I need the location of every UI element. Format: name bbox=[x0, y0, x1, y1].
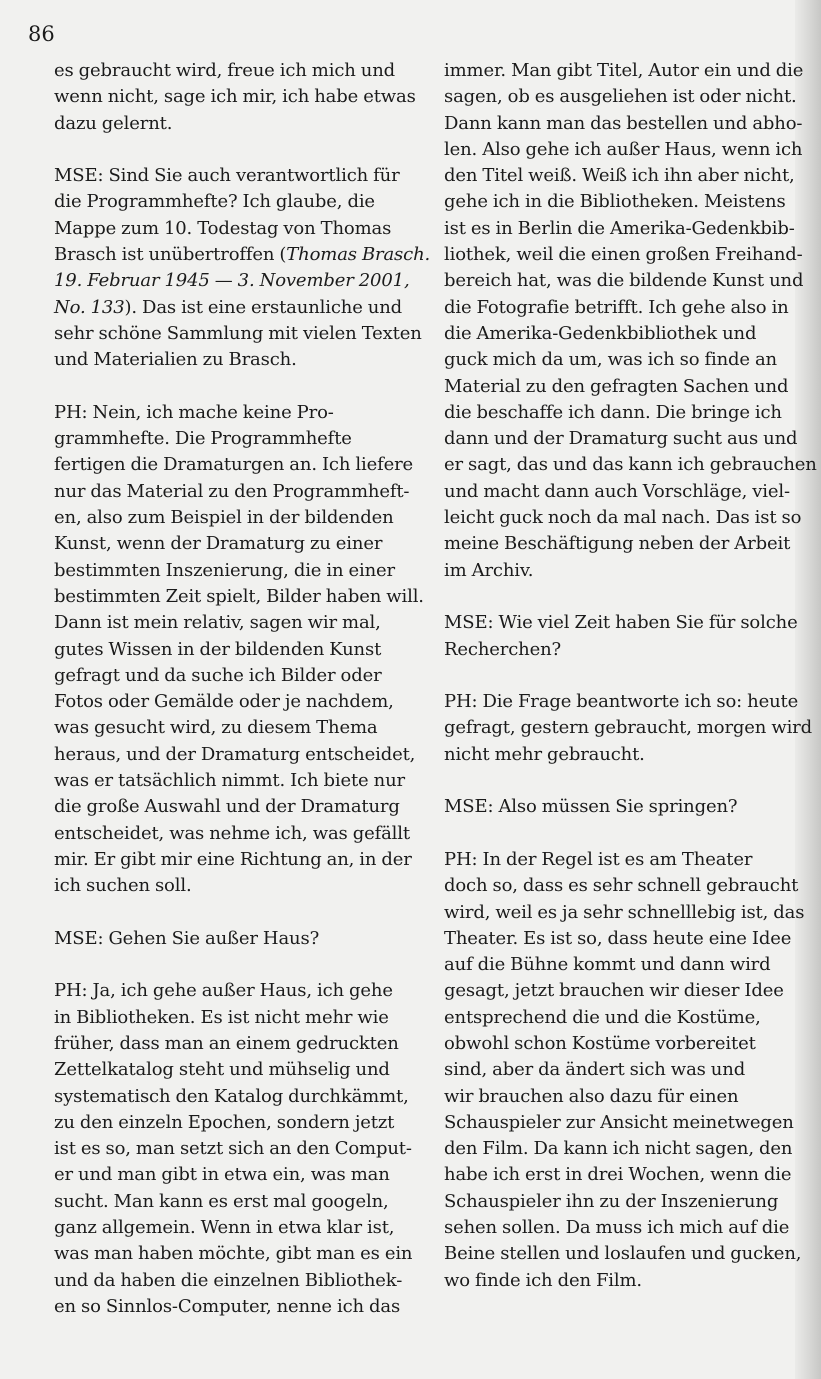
text-line: Fotos oder Gemälde oder je nachdem, bbox=[54, 691, 394, 713]
text-line: nicht mehr gebraucht. bbox=[444, 743, 645, 765]
text-line: die Fotografie betrifft. Ich gehe also in bbox=[444, 296, 789, 318]
text-line: MSE: Sind Sie auch verantwortlich für bbox=[54, 165, 400, 187]
right-column bbox=[444, 58, 817, 1294]
text-line: bereich hat, was die bildende Kunst und bbox=[444, 270, 804, 292]
left-column bbox=[54, 58, 431, 1320]
text-line: Recherchen? bbox=[444, 638, 562, 660]
text-line: gehe ich in die Bibliotheken. Meistens bbox=[444, 191, 786, 213]
text-line: guck mich da um, was ich so finde an bbox=[444, 349, 778, 371]
text-line: wo finde ich den Film. bbox=[444, 1269, 643, 1291]
text-line: Dann kann man das bestellen und abho- bbox=[444, 112, 803, 134]
text-line bbox=[54, 295, 420, 321]
text-line: gefragt und da suche ich Bilder oder bbox=[54, 664, 382, 686]
text-line: ich suchen soll. bbox=[54, 875, 192, 897]
text-line: Dann ist mein relativ, sagen wir mal, bbox=[54, 612, 381, 634]
text-line: es gebraucht wird, freue ich mich und bbox=[54, 60, 396, 81]
text-line: zu den einzeln Epochen, sondern jetzt bbox=[54, 1111, 395, 1133]
text-line: sind, aber da ändert sich was und bbox=[444, 1059, 746, 1081]
text-line: en so Sinnlos-Computer, nenne ich das bbox=[54, 1295, 401, 1317]
text-line: was er tatsächlich nimmt. Ich biete nur bbox=[54, 770, 405, 792]
text-line: Kunst, wenn der Dramaturg zu einer bbox=[54, 533, 383, 555]
text-line: im Archiv. bbox=[444, 559, 534, 581]
text-line: PH: In der Regel ist es am Theater bbox=[444, 848, 753, 870]
paragraph-gap bbox=[54, 374, 420, 400]
text-line: dazu gelernt. bbox=[54, 112, 173, 134]
text-line: sehen sollen. Da muss ich mich auf die bbox=[444, 1217, 790, 1239]
text-line: sehr schöne Sammlung mit vielen Texten bbox=[54, 322, 422, 344]
text-line: in Bibliotheken. Es ist nicht mehr wie bbox=[54, 1006, 389, 1028]
italic-title: No. 133 bbox=[54, 296, 125, 318]
text-line: Schauspieler ihn zu der Inszenierung bbox=[444, 1190, 779, 1212]
text-line: nur das Material zu den Programmheft- bbox=[54, 480, 410, 502]
text-line: leicht guck noch da mal nach. Das ist so bbox=[444, 507, 802, 529]
paragraph-gap bbox=[444, 584, 806, 610]
paragraph-gap bbox=[54, 137, 420, 163]
text-line: immer. Man gibt Titel, Autor ein und die bbox=[444, 60, 804, 81]
paragraph-gap bbox=[54, 900, 420, 926]
italic-title-line: 19. Februar 1945 — 3. November 2001, bbox=[54, 270, 410, 292]
text-line: die beschaffe ich dann. Die bringe ich bbox=[444, 401, 782, 423]
text-line: früher, dass man an einem gedruckten bbox=[54, 1032, 399, 1054]
text-segment: ). Das ist eine erstaunliche und bbox=[124, 296, 403, 318]
text-line: entsprechend die und die Kostüme, bbox=[444, 1006, 761, 1028]
text-line: systematisch den Katalog durchkämmt, bbox=[54, 1085, 409, 1107]
text-line: PH: Die Frage beantworte ich so: heute bbox=[444, 691, 799, 713]
text-line: dann und der Dramaturg sucht aus und bbox=[444, 428, 798, 450]
text-line: Beine stellen und loslaufen und gucken, bbox=[444, 1243, 802, 1265]
text-line: sagen, ob es ausgeliehen ist oder nicht. bbox=[444, 86, 797, 108]
text-line: heraus, und der Dramaturg entscheidet, bbox=[54, 743, 416, 765]
text-line: Zettelkatalog steht und mühselig und bbox=[54, 1059, 390, 1081]
text-line: er sagt, das und das kann ich gebrauchen bbox=[444, 454, 817, 476]
text-line: meine Beschäftigung neben der Arbeit bbox=[444, 533, 791, 555]
text-line: die Amerika-Gedenkbibliothek und bbox=[444, 322, 757, 344]
text-line: gefragt, gestern gebraucht, morgen wird bbox=[444, 717, 813, 739]
text-line: mir. Er gibt mir eine Richtung an, in der bbox=[54, 848, 412, 870]
text-line: Material zu den gefragten Sachen und bbox=[444, 375, 789, 397]
text-line: die Programmhefte? Ich glaube, die bbox=[54, 191, 375, 213]
text-line: die große Auswahl und der Dramaturg bbox=[54, 796, 400, 818]
text-line: wird, weil es ja sehr schnelllebig ist, das bbox=[444, 901, 805, 923]
text-line: obwohl schon Kostüme vorbereitet bbox=[444, 1032, 756, 1054]
text-line bbox=[54, 242, 431, 268]
text-line: MSE: Also müssen Sie springen? bbox=[444, 796, 738, 818]
text-line: er und man gibt in etwa ein, was man bbox=[54, 1164, 390, 1186]
italic-title: Thomas Brasch. bbox=[286, 244, 431, 266]
text-line: bestimmten Inszenierung, die in einer bbox=[54, 559, 396, 581]
text-line: habe ich erst in drei Wochen, wenn die bbox=[444, 1164, 792, 1186]
paragraph-gap bbox=[444, 768, 806, 794]
text-segment: Brasch ist unübertroffen ( bbox=[54, 244, 287, 266]
text-line: Theater. Es ist so, dass heute eine Idee bbox=[444, 927, 792, 949]
text-line: bestimmten Zeit spielt, Bilder haben will. bbox=[54, 585, 424, 607]
text-line: doch so, dass es sehr schnell gebraucht bbox=[444, 875, 799, 897]
text-line: fertigen die Dramaturgen an. Ich liefere bbox=[54, 454, 414, 476]
text-line: MSE: Gehen Sie außer Haus? bbox=[54, 927, 320, 949]
text-line: sucht. Man kann es erst mal googeln, bbox=[54, 1190, 389, 1212]
paragraph-gap bbox=[54, 952, 420, 978]
text-line: den Film. Da kann ich nicht sagen, den bbox=[444, 1138, 793, 1160]
text-line: grammhefte. Die Programmhefte bbox=[54, 428, 352, 450]
text-line: den Titel weiß. Weiß ich ihn aber nicht, bbox=[444, 165, 795, 187]
text-line: was man haben möchte, gibt man es ein bbox=[54, 1243, 413, 1265]
text-line: und da haben die einzelnen Bibliothek- bbox=[54, 1269, 403, 1291]
text-line: auf die Bühne kommt und dann wird bbox=[444, 954, 771, 976]
paragraph-gap bbox=[444, 821, 806, 847]
text-line: Mappe zum 10. Todestag von Thomas bbox=[54, 217, 392, 239]
text-line: en, also zum Beispiel in der bildenden bbox=[54, 507, 394, 529]
text-line: ganz allgemein. Wenn in etwa klar ist, bbox=[54, 1217, 395, 1239]
text-line: wenn nicht, sage ich mir, ich habe etwas bbox=[54, 86, 416, 108]
paragraph-gap bbox=[444, 663, 806, 689]
text-line: wir brauchen also dazu für einen bbox=[444, 1085, 739, 1107]
text-line: gesagt, jetzt brauchen wir dieser Idee bbox=[444, 980, 784, 1002]
text-line: entscheidet, was nehme ich, was gefällt bbox=[54, 822, 410, 844]
text-line: PH: Nein, ich mache keine Pro- bbox=[54, 401, 334, 423]
text-line: und macht dann auch Vorschläge, viel- bbox=[444, 480, 790, 502]
text-line: Schauspieler zur Ansicht meinetwegen bbox=[444, 1111, 794, 1133]
text-line: ist es in Berlin die Amerika-Gedenkbib- bbox=[444, 217, 795, 239]
text-line: len. Also gehe ich außer Haus, wenn ich bbox=[444, 138, 803, 160]
page-number: 86 bbox=[28, 22, 55, 46]
text-line: PH: Ja, ich gehe außer Haus, ich gehe bbox=[54, 980, 393, 1002]
text-line: und Materialien zu Brasch. bbox=[54, 349, 297, 371]
text-line: liothek, weil die einen großen Freihand- bbox=[444, 244, 803, 266]
text-line: was gesucht wird, zu diesem Thema bbox=[54, 717, 378, 739]
text-line: MSE: Wie viel Zeit haben Sie für solche bbox=[444, 612, 798, 634]
text-line: ist es so, man setzt sich an den Comput- bbox=[54, 1138, 412, 1160]
text-line: gutes Wissen in der bildenden Kunst bbox=[54, 638, 382, 660]
